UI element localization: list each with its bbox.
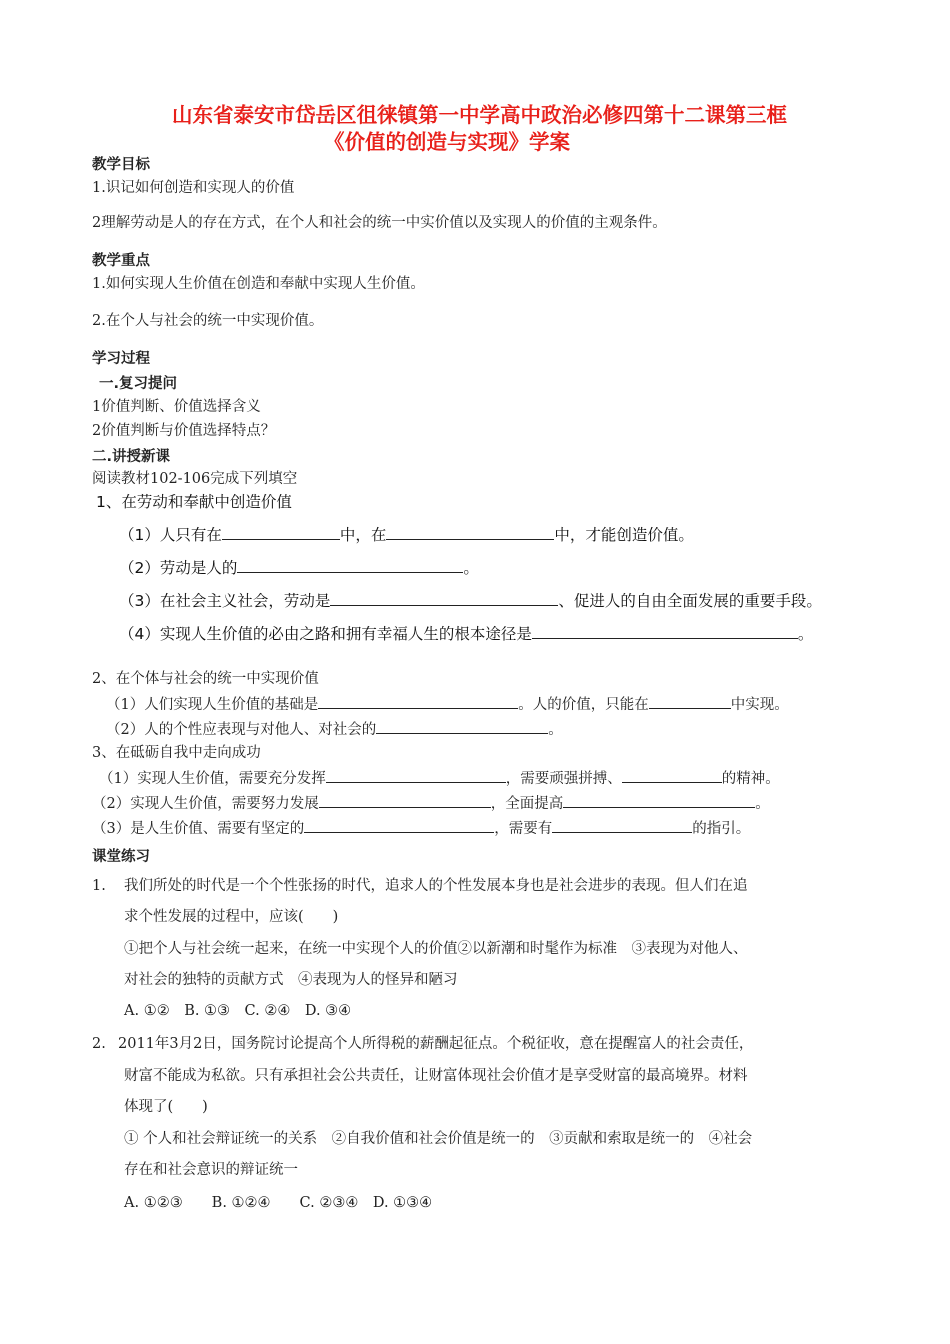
section1-q1-text-c: 中，才能创造价值。 [554,526,694,544]
answer-blank[interactable] [319,793,491,808]
answer-blank[interactable] [376,719,548,734]
question-option: 存在和社会意识的辩证统一 [124,1162,298,1178]
answer-blank[interactable] [386,525,554,540]
new-lesson-heading: 二.讲授新课 [92,449,171,465]
question-option: ① 个人和社会辩证统一的关系 ②自我价值和社会价值是统一的 ③贡献和索取是统一的 ④社会 [124,1131,753,1147]
section1-q3 [119,591,822,611]
section1-q3-text-b: 、促进人的自由全面发展的重要手段。 [558,592,822,610]
section3-q3 [92,818,750,839]
review-item: 2价值判断与价值选择特点？ [92,423,276,439]
answer-blank[interactable] [649,694,731,709]
keypoint-item: 2.在个人与社会的统一中实现价值。 [92,313,324,329]
section3-q2-text-b: ，全面提高 [490,796,564,812]
question-choices: A. ①② B. ①③ C. ②④ D. ③④ [124,1003,352,1019]
keypoint-item: 1.如何实现人生价值在创造和奉献中实现人生价值。 [92,276,425,292]
process-heading: 学习过程 [92,351,150,367]
review-heading: 一.复习提问 [99,376,178,392]
section2-q1-text-c: 中实现。 [730,697,789,713]
section3-q1-text-c: 的精神。 [721,771,780,787]
section1-q4-text-b: 。 [797,625,814,643]
section1-q4 [119,624,813,644]
reading-instruction: 阅读教材102-106完成下列填空 [92,471,298,487]
answer-blank[interactable] [222,525,340,540]
section2-q2-text-b: 。 [548,722,563,738]
objectives-heading: 教学目标 [92,157,150,173]
section1-q2-text-b: 。 [463,559,479,577]
section1-q1-text-a: （1）人只有在 [119,526,222,544]
section3-heading: 3、在砥砺自我中走向成功 [92,745,261,761]
question-text: 2011年3月2日，国务院讨论提高个人所得税的薪酬起征点。个税征收，意在提醒富人的社会责任， [118,1036,754,1052]
answer-blank[interactable] [304,818,494,833]
answer-blank[interactable] [318,694,518,709]
question-text: 求个性发展的过程中，应该( ) [124,909,339,925]
keypoints-heading: 教学重点 [92,253,150,269]
section1-q1 [119,525,694,545]
review-item: 1价值判断、价值选择含义 [92,399,261,415]
section1-q2-text-a: （2）劳动是人的 [119,559,238,577]
section3-q1-text-b: ，需要顽强拼搏、 [505,771,622,787]
answer-blank[interactable] [622,768,722,783]
question-option: 对社会的独特的贡献方式 ④表现为人的怪异和陋习 [124,972,458,988]
section3-q1-text-a: （1）实现人生价值，需要充分发挥 [99,771,326,787]
section1-q1-text-b: 中，在 [339,526,387,544]
question-option: ①把个人与社会统一起来，在统一中实现个人的价值②以新潮和时髦作为标准 ③表现为对他人、 [124,941,748,957]
section2-q1-text-a: （1）人们实现人生价值的基础是 [106,697,319,713]
section3-q3-text-a: （3）是人生价值、需要有坚定的 [92,821,305,837]
section3-q3-text-c: 的指引。 [692,821,751,837]
section3-q1 [99,768,780,789]
question-number: 2. [92,1036,106,1052]
question-text: 我们所处的时代是一个个性张扬的时代，追求人的个性发展本身也是社会进步的表现。但人们在追 [124,878,748,894]
answer-blank[interactable] [237,558,463,573]
answer-blank[interactable] [330,591,558,606]
section3-q2-text-a: （2）实现人生价值，需要努力发展 [92,796,319,812]
objective-item: 2理解劳动是人的存在方式，在个人和社会的统一中实价值以及实现人的价值的主观条件。 [92,215,667,231]
question-text: 体现了( ) [124,1099,208,1115]
question-text: 财富不能成为私欲。只有承担社会公共责任，让财富体现社会价值才是享受财富的最高境界。材料 [124,1068,748,1084]
section2-q2-text-a: （2）人的个性应表现与对他人、对社会的 [106,722,377,738]
objective-item: 1.识记如何创造和实现人的价值 [92,180,295,196]
question-choices: A. ①②③ B. ①②④ C. ②③④ D. ①③④ [124,1195,433,1211]
answer-blank[interactable] [532,624,798,639]
doc-title-line1: 山东省泰安市岱岳区徂徕镇第一中学高中政治必修四第十二课第三框 [172,103,787,127]
section2-q1-text-b: 。人的价值，只能在 [518,697,649,713]
section1-heading: 1、在劳动和奉献中创造价值 [96,493,292,511]
section1-q4-text-a: （4）实现人生价值的必由之路和拥有幸福人生的根本途径是 [119,625,532,643]
answer-blank[interactable] [552,818,692,833]
section3-q2 [92,793,770,814]
section2-q2 [106,719,563,740]
question-number: 1. [92,878,106,894]
practice-heading: 课堂练习 [92,849,150,865]
section1-q2 [119,558,479,578]
section3-q3-text-b: ，需要有 [494,821,553,837]
section2-q1 [106,694,789,715]
section2-heading: 2、在个体与社会的统一中实现价值 [92,671,319,687]
answer-blank[interactable] [326,768,506,783]
doc-title-line2: 《价值的创造与实现》学案 [324,130,570,154]
section3-q2-text-c: 。 [755,796,770,812]
section1-q3-text-a: （3）在社会主义社会，劳动是 [119,592,331,610]
answer-blank[interactable] [563,793,755,808]
